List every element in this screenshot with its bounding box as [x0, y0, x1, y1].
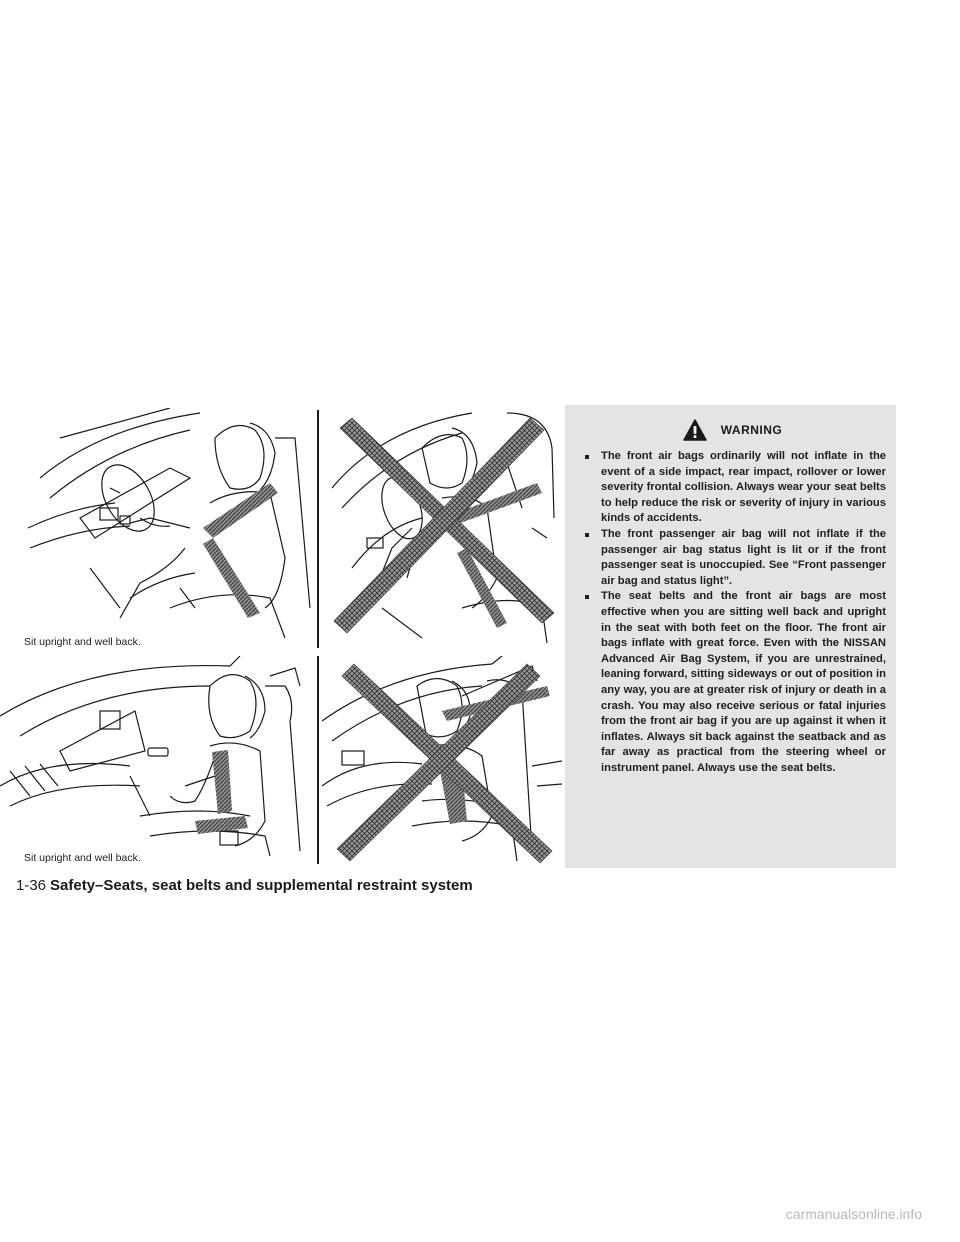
warning-item-seating-position: The seat belts and the front air bags are most effective when you are sitting well back and upright in the seat with both feet on the floor. The front air bags inflate with great force. Even with the NISSAN Advanced Air Bag System, if you are unrestrained, leaning forward, sitting sideways or out of position in any way, you are at greater risk of injury or death in a crash. You may also receive serious or fatal injuries from the front air bag if you are up against it when it inflates. Always sit back against the seatback and as far away as practical from the steering wheel or instrument panel. Always use the seat belts. — [579, 589, 886, 776]
warning-item-side-impact: The front air bags ordinarily will not inflate in the event of a side impact, rear impact, rollover or lower severity frontal collision. Always wear your seat belts to help reduce the risk or severity of injury in various kinds of accidents. — [579, 449, 886, 527]
warning-triangle-icon — [683, 419, 707, 441]
section-title: Safety–Seats, seat belts and supplemental restraint system — [50, 877, 473, 894]
warning-list — [579, 449, 886, 776]
warning-box — [565, 405, 896, 868]
warning-item-passenger-airbag: The front passenger air bag will not inflate if the passenger air bag status light is lit or if the front passenger seat is unoccupied. See “Front passenger air bag and status light”. — [579, 527, 886, 589]
figure-incorrect-driver — [322, 408, 562, 648]
figure-divider-bottom — [317, 656, 319, 864]
figure-correct-passenger — [0, 656, 315, 861]
caption-top-left: Sit upright and well back. — [24, 636, 141, 648]
watermark: carmanualsonline.info — [785, 1206, 922, 1222]
warning-title: WARNING — [720, 423, 783, 437]
figure-incorrect-passenger — [322, 656, 562, 864]
page-footer — [16, 877, 473, 894]
warning-header — [579, 415, 886, 445]
figure-correct-driver — [20, 408, 315, 648]
page-number: 1-36 — [16, 877, 47, 894]
figure-divider-top — [317, 410, 319, 648]
caption-bottom-left: Sit upright and well back. — [24, 852, 141, 864]
